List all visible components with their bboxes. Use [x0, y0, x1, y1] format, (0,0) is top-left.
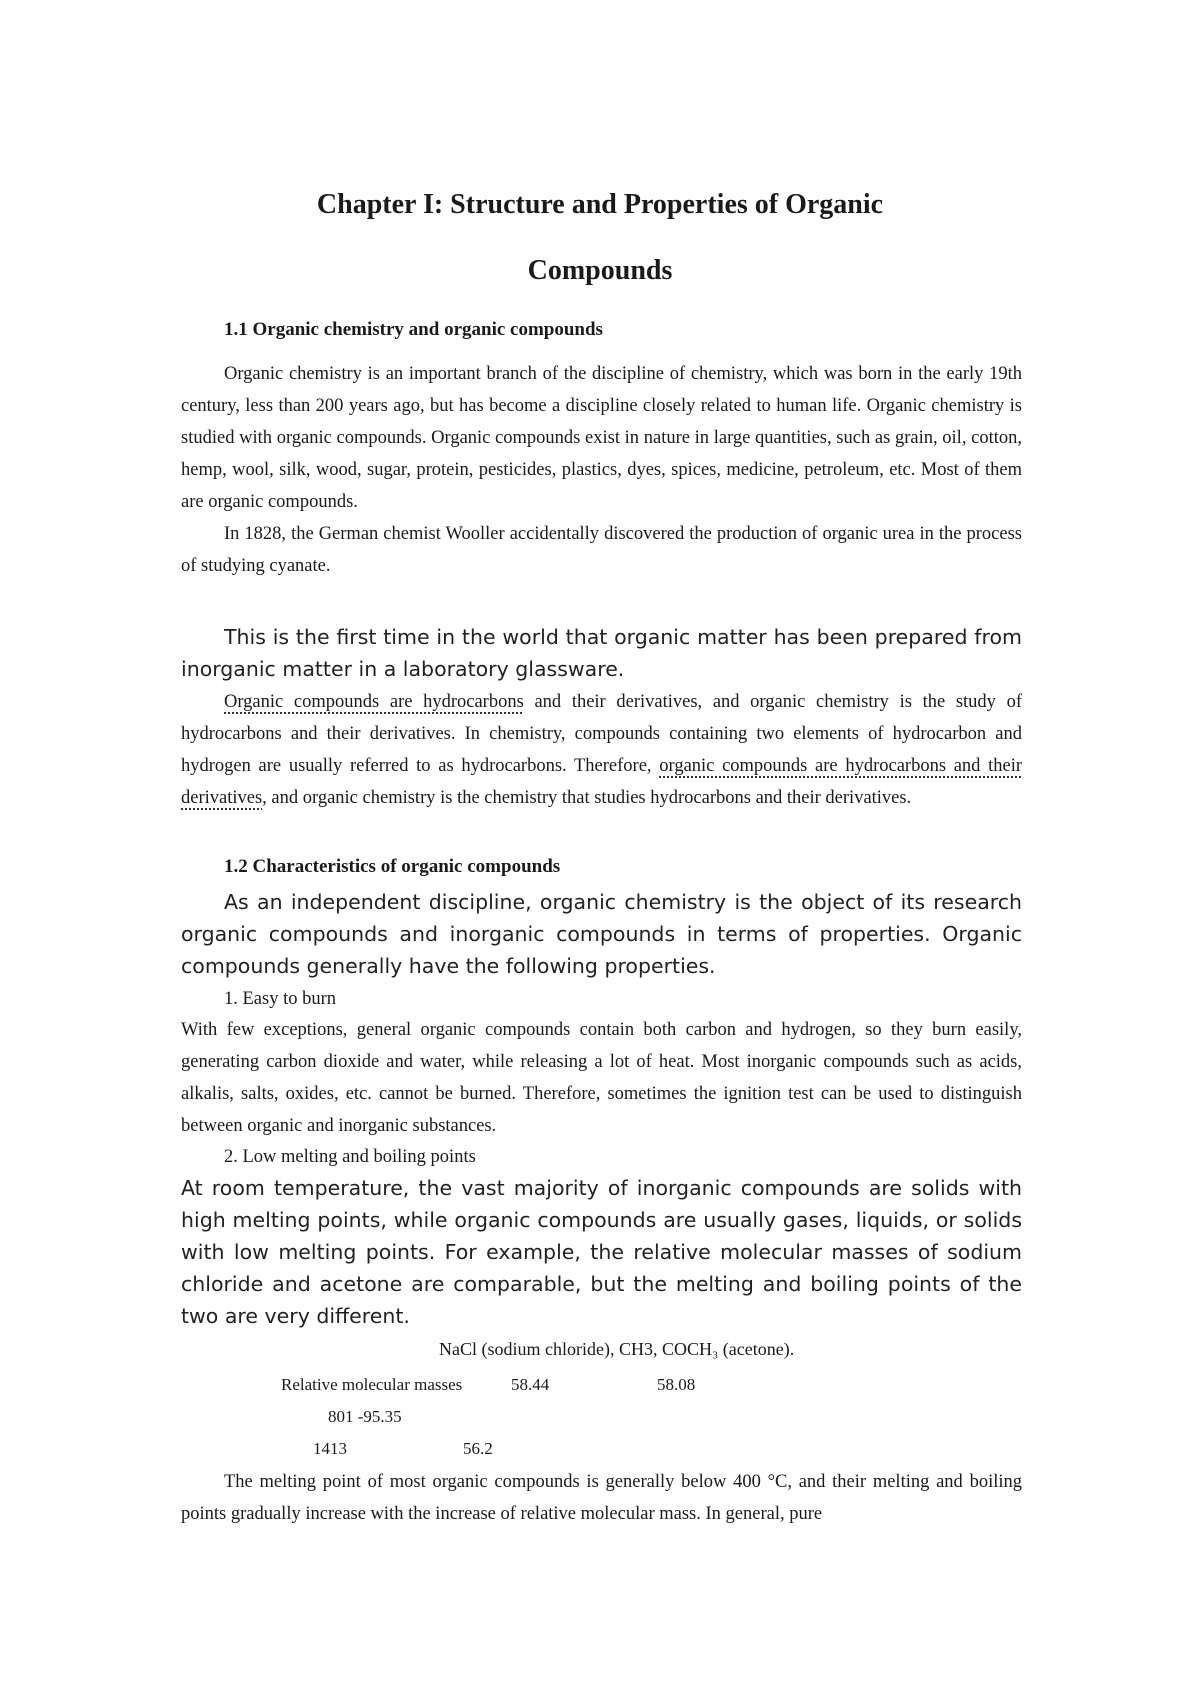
- section-1-paragraph-2: In 1828, the German chemist Wooller accidentally discovered the production of organic urea in the process of studying cyanate.: [181, 524, 1022, 576]
- list-item-2-text: At room temperature, the vast majority of inorganic compounds are solids with high melting points, while organic compounds are usually gases, liquids, or solids with low melting points. For example, the relative molecular masses of sodium chloride and acetone are comparable, but the melting and boiling points of the two are very different.: [181, 1176, 1022, 1328]
- list-item-2-title: 2. Low melting and boiling points: [224, 1147, 476, 1167]
- section-1-paragraph-4: [181, 686, 1022, 814]
- chapter-title-line-2: Compounds: [527, 255, 673, 286]
- section-1-paragraph-3: This is the first time in the world that organic matter has been prepared from inorganic matter in a laboratory glassware.: [181, 625, 1022, 681]
- section-2-intro: As an independent discipline, organic chemistry is the object of its research organic compounds and inorganic compounds in terms of properties. Organic compounds generally have the following properties.: [181, 890, 1022, 978]
- chapter-title-line-1: Chapter I: Structure and Properties of Organic: [316, 189, 884, 220]
- section-1-heading: 1.1 Organic chemistry and organic compounds: [224, 319, 603, 340]
- table-header: NaCl (sodium chloride), CH3, COCH₃ (acetone).: [439, 1339, 795, 1359]
- table-row-3-value-1: 1413: [313, 1439, 347, 1458]
- table-row-3-value-2: 56.2: [463, 1439, 493, 1458]
- underlined-phrase-1: Organic compounds are hydrocarbons: [224, 692, 524, 712]
- table-row-1-label: Relative molecular masses: [281, 1375, 463, 1394]
- table-row-1-value-2: 58.08: [657, 1375, 696, 1394]
- list-item-1-text: With few exceptions, general organic compounds contain both carbon and hydrogen, so they burn easily, generating carbon dioxide and water, while releasing a lot of heat. Most inorganic compounds such as acids, alkalis, salts, oxides, etc. cannot be burned. Therefore, sometimes the ignition test can be used to distinguish between organic and inorganic substances.: [181, 1020, 1022, 1136]
- table-row-1-value-1: 58.44: [511, 1375, 550, 1394]
- section-2-heading: 1.2 Characteristics of organic compounds: [224, 856, 561, 877]
- section-1-paragraph-1: Organic chemistry is an important branch of the discipline of chemistry, which was born in the early 19th century, less than 200 years ago, but has become a discipline closely related to human life. Organic chemistry is studied with organic compounds. Organic compounds exist in nature in large quantities, such as grain, oil, cotton, hemp, wool, silk, wood, sugar, protein, pesticides, plastics, dyes, spices, medicine, petroleum, etc. Most of them are organic compounds.: [181, 364, 1022, 512]
- table-row-2: 801 -95.35: [328, 1407, 402, 1426]
- list-item-1-title: 1. Easy to burn: [224, 989, 337, 1009]
- paragraph-4-text-b: , and organic chemistry is the chemistry that studies hydrocarbons and their derivatives.: [262, 788, 912, 808]
- underlined-phrase-2: organic compounds are hydrocarbons and their derivatives: [181, 756, 1023, 808]
- paragraph-4-text-a: and their derivatives, and organic chemistry is the study of hydrocarbons and their derivatives. In chemistry, compounds containing two elements of hydrocarbon and hydrogen are usually referred to as hydrocarbons. Therefore,: [181, 692, 1022, 776]
- closing-paragraph: The melting point of most organic compounds is generally below 400 °C, and their melting and boiling points gradually increase with the increase of relative molecular mass. In general, pure: [181, 1472, 1022, 1524]
